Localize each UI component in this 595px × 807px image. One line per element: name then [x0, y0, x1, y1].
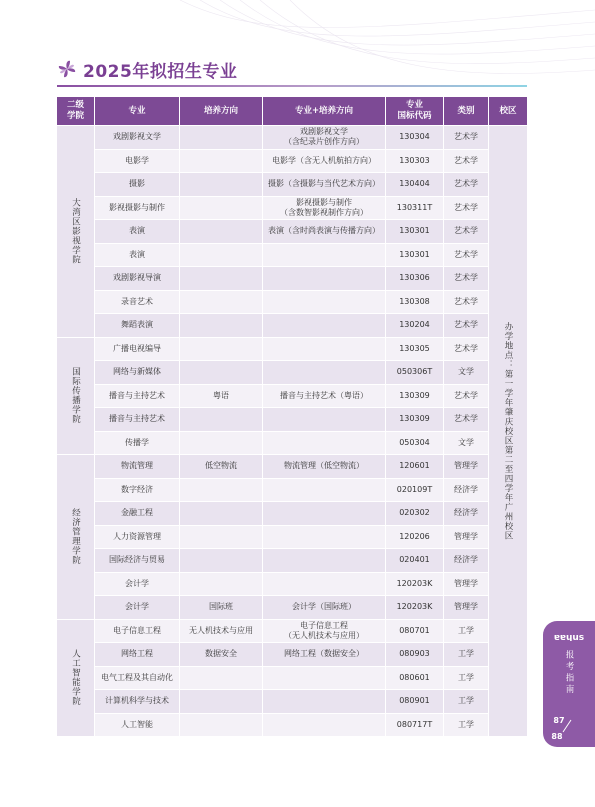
- table-row: [57, 149, 528, 173]
- direction-cell: [180, 408, 263, 432]
- combined-cell: [263, 549, 386, 573]
- header-code: 专业 国标代码: [386, 97, 444, 126]
- college-name-cell: [57, 126, 95, 338]
- table-row: [57, 267, 528, 291]
- table-row: [57, 196, 528, 220]
- combined-cell: [263, 502, 386, 526]
- campus-cell: [489, 126, 528, 737]
- college-name-cell: [57, 337, 95, 455]
- table-row: [57, 384, 528, 408]
- combined-cell: [263, 243, 386, 267]
- code-cell: 080901: [386, 690, 444, 714]
- table-row: [57, 549, 528, 573]
- combined-cell: 影视摄影与制作 （含数智影视制作方向）: [263, 196, 386, 220]
- category-cell: 艺术学: [444, 149, 489, 173]
- category-cell: 经济学: [444, 549, 489, 573]
- category-cell: 工学: [444, 666, 489, 690]
- code-cell: 120203K: [386, 596, 444, 620]
- page-divider-slash: [561, 719, 573, 733]
- category-cell: 管理学: [444, 596, 489, 620]
- code-cell: 130301: [386, 220, 444, 244]
- table-row: [57, 290, 528, 314]
- direction-cell: [180, 713, 263, 737]
- table-row: [57, 596, 528, 620]
- major-cell: 舞蹈表演: [95, 314, 180, 338]
- major-cell: 物流管理: [95, 455, 180, 479]
- category-cell: 管理学: [444, 572, 489, 596]
- tab-label: 报考指南: [564, 650, 574, 696]
- college-name-cell: [57, 455, 95, 620]
- page-number-left: 87: [553, 716, 565, 725]
- combined-cell: 会计学（国际班）: [263, 596, 386, 620]
- code-cell: 080903: [386, 643, 444, 667]
- table-row: [57, 173, 528, 197]
- category-cell: 工学: [444, 713, 489, 737]
- major-cell: 影视摄影与制作: [95, 196, 180, 220]
- major-cell: 会计学: [95, 572, 180, 596]
- major-cell: 人工智能: [95, 713, 180, 737]
- college-name: 大湾区影视学院: [70, 198, 81, 265]
- direction-cell: [180, 290, 263, 314]
- category-cell: 文学: [444, 361, 489, 385]
- code-cell: 020401: [386, 549, 444, 573]
- major-cell: 表演: [95, 220, 180, 244]
- direction-cell: [180, 267, 263, 291]
- combined-cell: [263, 361, 386, 385]
- code-cell: 130309: [386, 408, 444, 432]
- category-cell: 艺术学: [444, 267, 489, 291]
- direction-cell: [180, 149, 263, 173]
- code-cell: 130404: [386, 173, 444, 197]
- combined-cell: [263, 666, 386, 690]
- table-row: [57, 314, 528, 338]
- direction-cell: [180, 196, 263, 220]
- direction-cell: [180, 314, 263, 338]
- combined-cell: [263, 337, 386, 361]
- brand-logo-icon: [554, 632, 584, 641]
- table-row: [57, 666, 528, 690]
- code-cell: 020302: [386, 502, 444, 526]
- major-cell: 网络与新媒体: [95, 361, 180, 385]
- category-cell: 艺术学: [444, 384, 489, 408]
- major-cell: 表演: [95, 243, 180, 267]
- major-cell: 戏剧影视文学: [95, 126, 180, 150]
- direction-cell: [180, 572, 263, 596]
- code-cell: 020109T: [386, 478, 444, 502]
- combined-cell: [263, 572, 386, 596]
- category-cell: 艺术学: [444, 408, 489, 432]
- combined-cell: 物流管理（低空物流）: [263, 455, 386, 479]
- table-row: [57, 619, 528, 643]
- direction-cell: [180, 220, 263, 244]
- page-title: 2025年拟招生专业: [83, 61, 238, 82]
- page-number-right: 88: [551, 732, 563, 741]
- direction-cell: [180, 126, 263, 150]
- major-cell: 传播学: [95, 431, 180, 455]
- table-row: [57, 220, 528, 244]
- majors-table: [56, 96, 528, 737]
- combined-cell: [263, 690, 386, 714]
- table-row: [57, 525, 528, 549]
- code-cell: 130204: [386, 314, 444, 338]
- category-cell: 艺术学: [444, 220, 489, 244]
- major-cell: 录音艺术: [95, 290, 180, 314]
- code-cell: 120203K: [386, 572, 444, 596]
- college-name: 人工智能学院: [70, 649, 81, 707]
- code-cell: 130301: [386, 243, 444, 267]
- category-cell: 艺术学: [444, 337, 489, 361]
- direction-cell: [180, 431, 263, 455]
- major-cell: 电气工程及其自动化: [95, 666, 180, 690]
- category-cell: 经济学: [444, 502, 489, 526]
- header-combined: 专业+培养方向: [263, 97, 386, 126]
- code-cell: 050304: [386, 431, 444, 455]
- combined-cell: 表演（含时尚表演与传播方向）: [263, 220, 386, 244]
- table-row: [57, 455, 528, 479]
- major-cell: 人力资源管理: [95, 525, 180, 549]
- major-cell: 电子信息工程: [95, 619, 180, 643]
- major-cell: 国际经济与贸易: [95, 549, 180, 573]
- direction-cell: 粤语: [180, 384, 263, 408]
- direction-cell: 国际班: [180, 596, 263, 620]
- campus-text: 办学地点：第一学年肇庆校区第二至四学年广州校区: [503, 321, 513, 541]
- table-row: [57, 361, 528, 385]
- direction-cell: [180, 361, 263, 385]
- code-cell: 120206: [386, 525, 444, 549]
- flower-logo-icon: [57, 59, 77, 79]
- category-cell: 管理学: [444, 525, 489, 549]
- major-cell: 戏剧影视导演: [95, 267, 180, 291]
- combined-cell: [263, 478, 386, 502]
- direction-cell: [180, 243, 263, 267]
- major-cell: 播音与主持艺术: [95, 384, 180, 408]
- header-college: 二级 学院: [57, 97, 95, 126]
- direction-cell: 数据安全: [180, 643, 263, 667]
- code-cell: 080717T: [386, 713, 444, 737]
- combined-cell: [263, 525, 386, 549]
- major-cell: 金融工程: [95, 502, 180, 526]
- code-cell: 130304: [386, 126, 444, 150]
- code-cell: 130305: [386, 337, 444, 361]
- combined-cell: [263, 713, 386, 737]
- direction-cell: [180, 666, 263, 690]
- major-cell: 摄影: [95, 173, 180, 197]
- category-cell: 艺术学: [444, 126, 489, 150]
- code-cell: 130303: [386, 149, 444, 173]
- major-cell: 数字经济: [95, 478, 180, 502]
- direction-cell: [180, 525, 263, 549]
- code-cell: 080601: [386, 666, 444, 690]
- category-cell: 工学: [444, 643, 489, 667]
- college-name: 国际传播学院: [70, 367, 81, 425]
- category-cell: 文学: [444, 431, 489, 455]
- direction-cell: [180, 478, 263, 502]
- table-row: [57, 126, 528, 150]
- header-category: 类别: [444, 97, 489, 126]
- combined-cell: 电影学（含无人机航拍方向）: [263, 149, 386, 173]
- code-cell: 130308: [386, 290, 444, 314]
- category-cell: 艺术学: [444, 173, 489, 197]
- major-cell: 电影学: [95, 149, 180, 173]
- major-cell: 播音与主持艺术: [95, 408, 180, 432]
- category-cell: 艺术学: [444, 243, 489, 267]
- header-major: 专业: [95, 97, 180, 126]
- category-cell: 工学: [444, 619, 489, 643]
- combined-cell: 电子信息工程 （无人机技术与应用）: [263, 619, 386, 643]
- category-cell: 艺术学: [444, 290, 489, 314]
- table-row: [57, 478, 528, 502]
- direction-cell: [180, 337, 263, 361]
- direction-cell: [180, 173, 263, 197]
- major-cell: 广播电视编导: [95, 337, 180, 361]
- direction-cell: 低空物流: [180, 455, 263, 479]
- direction-cell: [180, 690, 263, 714]
- category-cell: 工学: [444, 690, 489, 714]
- combined-cell: [263, 314, 386, 338]
- major-cell: 计算机科学与技术: [95, 690, 180, 714]
- table-row: [57, 337, 528, 361]
- category-cell: 经济学: [444, 478, 489, 502]
- code-cell: 130306: [386, 267, 444, 291]
- category-cell: 艺术学: [444, 314, 489, 338]
- combined-cell: [263, 290, 386, 314]
- table-row: [57, 572, 528, 596]
- combined-cell: 网络工程（数据安全）: [263, 643, 386, 667]
- code-cell: 130309: [386, 384, 444, 408]
- header-campus: 校区: [489, 97, 528, 126]
- table-row: [57, 713, 528, 737]
- table-row: [57, 408, 528, 432]
- major-cell: 会计学: [95, 596, 180, 620]
- header-direction: 培养方向: [180, 97, 263, 126]
- table-row: [57, 690, 528, 714]
- college-name-cell: [57, 619, 95, 737]
- title-row: [57, 56, 237, 82]
- code-cell: 120601: [386, 455, 444, 479]
- svg-text:ɐɐɥus: ɐɐɥus: [554, 633, 584, 641]
- table-row: [57, 243, 528, 267]
- combined-cell: 摄影（含摄影与当代艺术方向）: [263, 173, 386, 197]
- code-cell: 050306T: [386, 361, 444, 385]
- combined-cell: [263, 267, 386, 291]
- code-cell: 130311T: [386, 196, 444, 220]
- table-header-row: [57, 97, 528, 126]
- direction-cell: [180, 502, 263, 526]
- college-name: 经济管理学院: [70, 508, 81, 566]
- combined-cell: 戏剧影视文学 （含纪录片创作方向）: [263, 126, 386, 150]
- direction-cell: [180, 549, 263, 573]
- combined-cell: [263, 408, 386, 432]
- title-underline: [57, 85, 527, 87]
- combined-cell: 播音与主持艺术（粤语）: [263, 384, 386, 408]
- combined-cell: [263, 431, 386, 455]
- table-body: [57, 126, 528, 737]
- category-cell: 艺术学: [444, 196, 489, 220]
- table-row: [57, 643, 528, 667]
- direction-cell: 无人机技术与应用: [180, 619, 263, 643]
- major-cell: 网络工程: [95, 643, 180, 667]
- code-cell: 080701: [386, 619, 444, 643]
- category-cell: 管理学: [444, 455, 489, 479]
- table-row: [57, 502, 528, 526]
- table-row: [57, 431, 528, 455]
